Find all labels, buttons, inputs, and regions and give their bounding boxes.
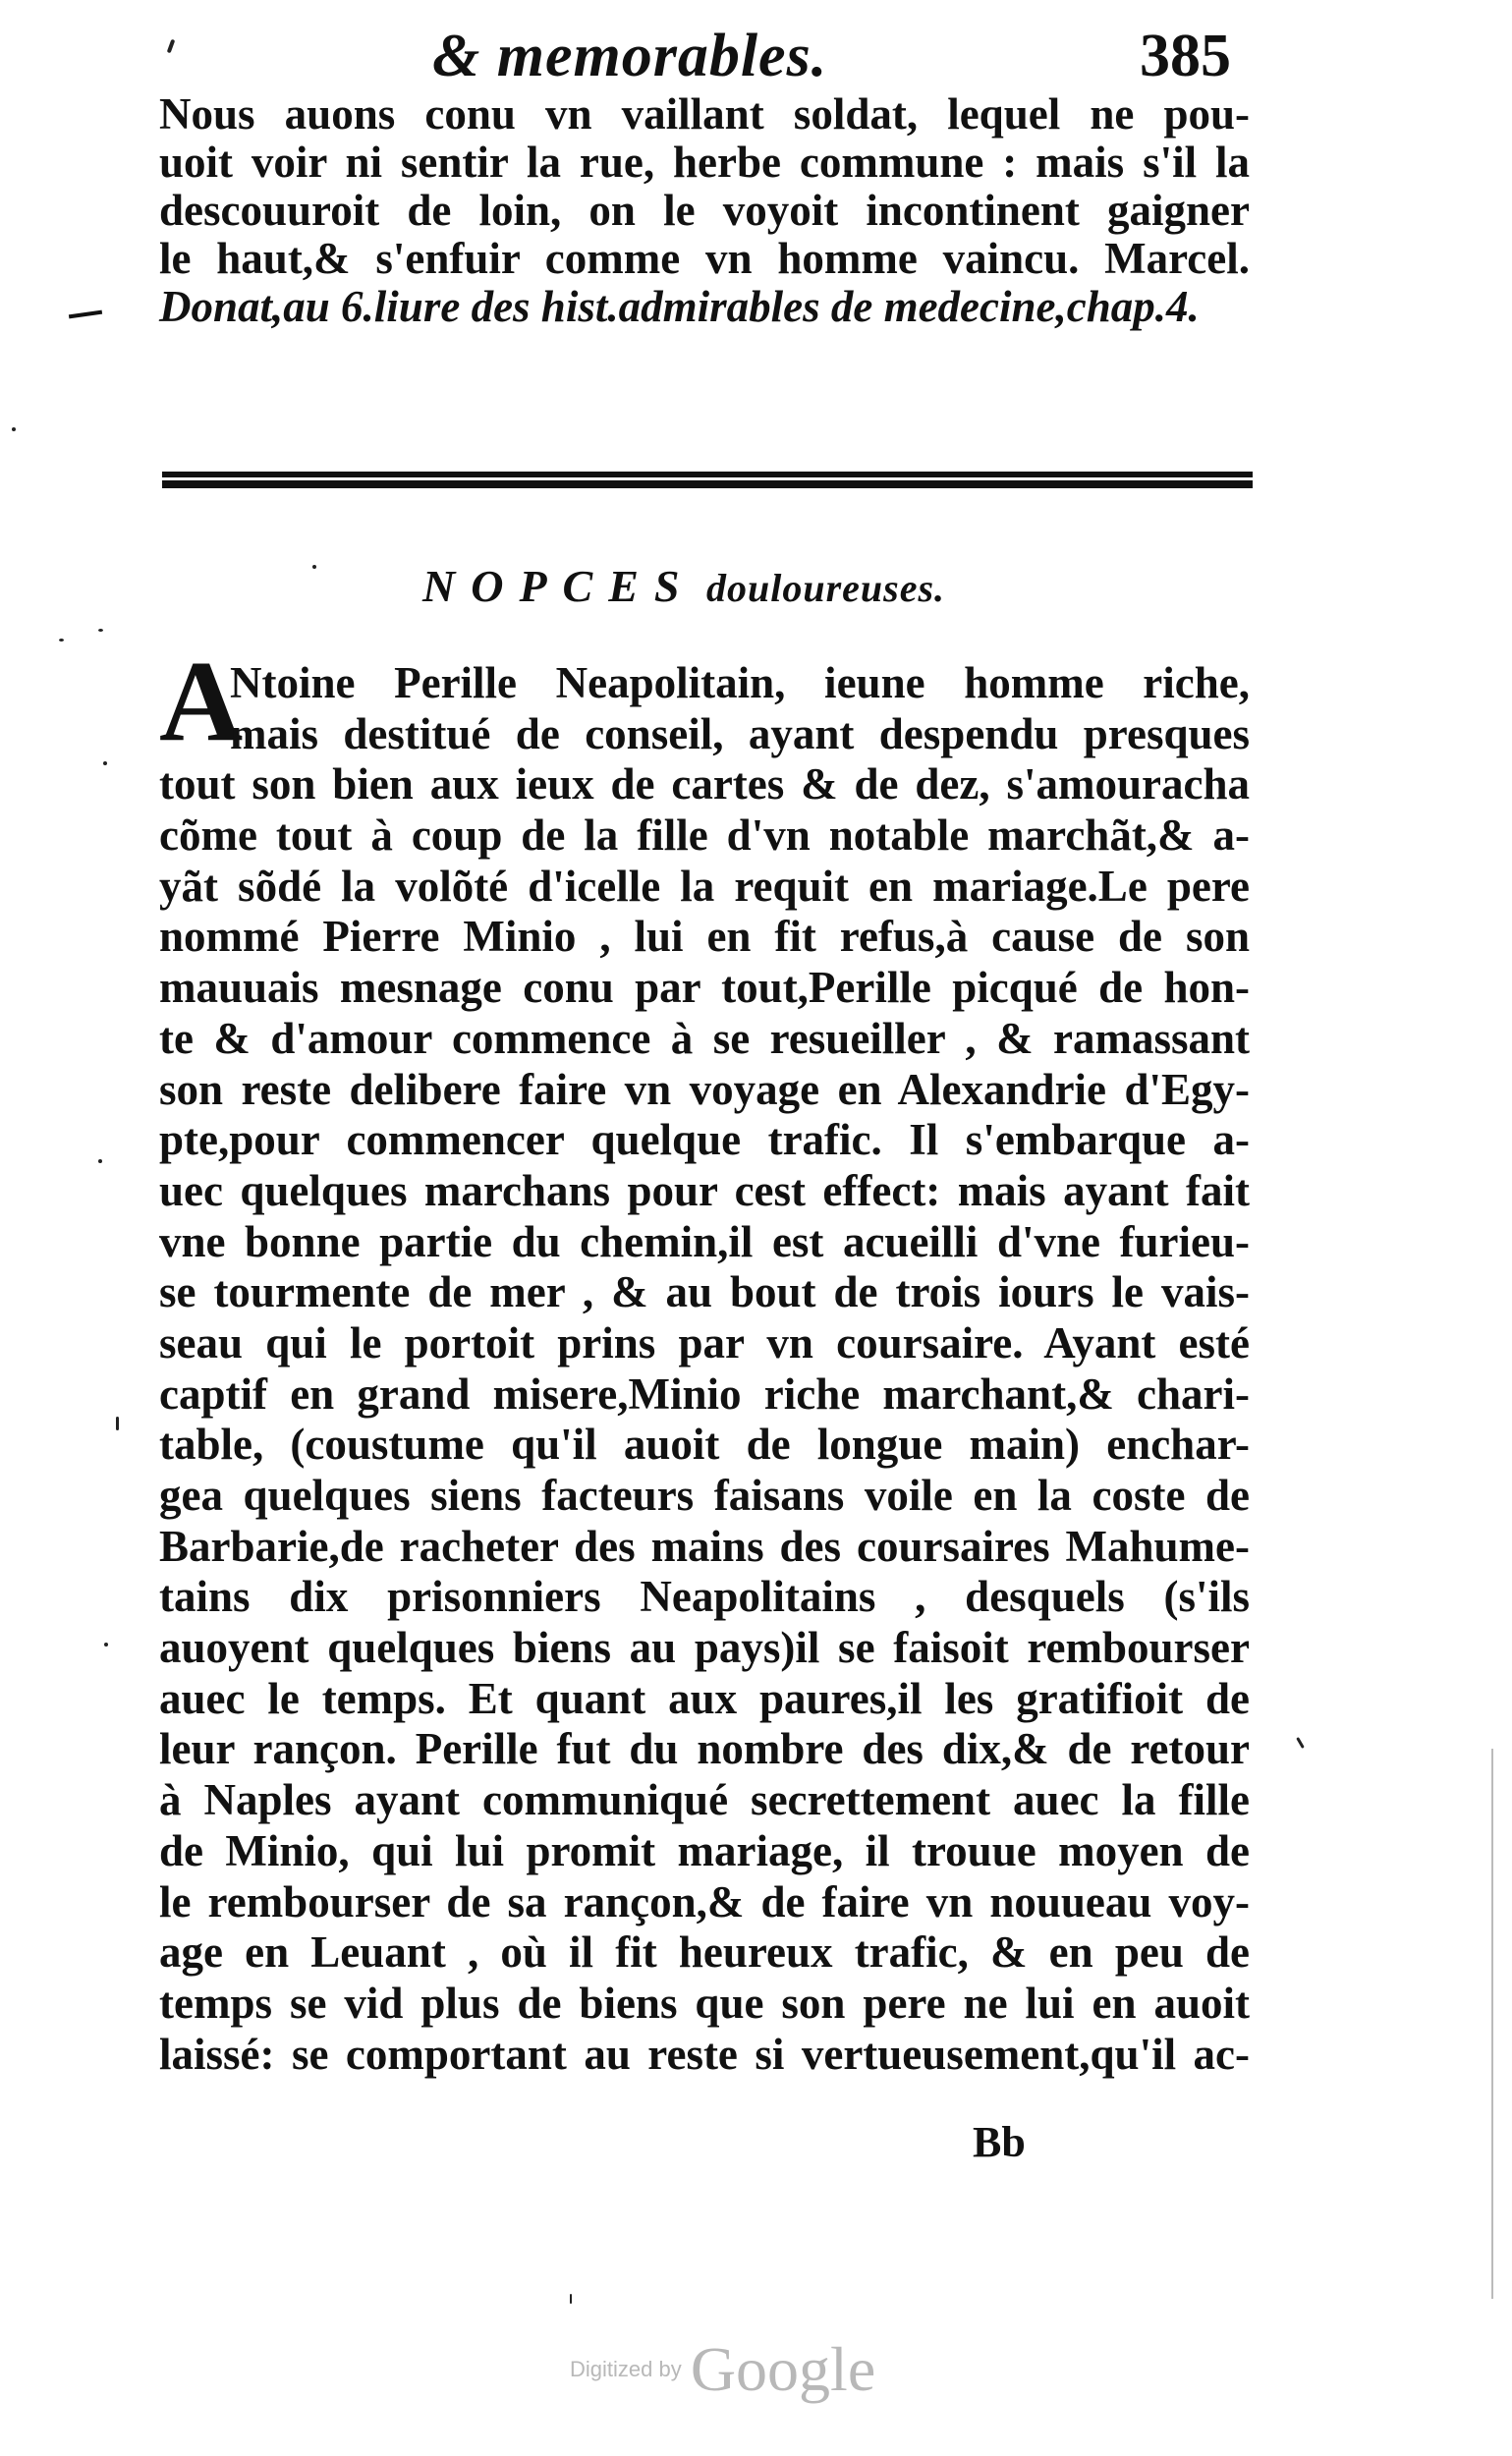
scan-edge-line: [1491, 1749, 1493, 2299]
text-line: descouuroit de loin, on le voyoit incontinent gaigner: [159, 186, 1250, 235]
margin-mark: [69, 310, 102, 319]
divider-bar: [162, 480, 1253, 488]
section-heading-caps: NOPCES: [422, 561, 696, 611]
google-logo: Google: [690, 2334, 876, 2404]
text-line: se tourmente de mer , & au bout de trois iours le vais-: [159, 1267, 1250, 1317]
previous-section-text: [159, 90, 1250, 331]
text-line: Nous auons conu vn vaillant soldat, lequel ne pou-: [159, 89, 1250, 139]
text-line: le haut,& s'enfuir comme vn homme vaincu. Marcel.: [159, 234, 1250, 283]
scan-speck: [167, 39, 176, 54]
text-line: laissé: se comportant au reste si vertueusement,qu'il ac-: [159, 2029, 1250, 2079]
text-line: gea quelques siens facteurs faisans voile en la coste de: [159, 1471, 1250, 1520]
text-line: mauuais mesnage conu par tout,Perille picqué de hon-: [159, 963, 1250, 1013]
text-line: Barbarie,de racheter des mains des coursaires Mahume-: [159, 1521, 1250, 1571]
text-line: age en Leuant , où il fit heureux trafic, & en peu de: [159, 1927, 1250, 1978]
signature-mark: Bb: [973, 2118, 1026, 2166]
running-header: & memorables.: [432, 23, 828, 89]
scan-speck: [59, 639, 64, 642]
text-line: le rembourser de sa rançon,& de faire vn nouueau voy-: [159, 1876, 1250, 1926]
text-line: te & d'amour commence à se resueiller , & ramassant: [159, 1013, 1250, 1063]
scan-speck: [104, 1643, 108, 1647]
scan-speck: [312, 565, 316, 569]
text-line: tout son bien aux ieux de cartes & de dez, s'amouracha: [159, 759, 1250, 809]
text-line: Ntoine Perille Neapolitain, ieune homme riche,: [230, 658, 1250, 707]
text-line: nommé Pierre Minio , lui en fit refus,à cause de son: [159, 912, 1250, 962]
scan-speck: [116, 1417, 119, 1430]
section-heading-rest: douloureuses.: [705, 566, 946, 610]
section-heading: [422, 560, 945, 612]
text-line: de Minio, qui lui promit mariage, il trouue moyen de: [159, 1825, 1250, 1875]
scan-speck: [12, 427, 16, 431]
scan-speck: [103, 761, 107, 765]
divider-bar: [162, 472, 1253, 477]
digitized-watermark: [570, 2333, 875, 2406]
drop-cap: A: [159, 637, 244, 765]
text-line: temps se vid plus de biens que son pere ne lui en auoit: [159, 1978, 1250, 2028]
page-number: 385: [1140, 23, 1231, 89]
text-line: seau qui le portoit prins par vn coursaire. Ayant esté: [159, 1317, 1250, 1368]
text-line: auoyent quelques biens au pays)il se faisoit rembourser: [159, 1623, 1250, 1673]
citation-line: Donat,au 6.liure des hist.admirables de medecine,chap.4.: [159, 282, 1200, 331]
scan-speck: [570, 2294, 572, 2304]
text-line: auec le temps. Et quant aux paures,il les gratifioit de: [159, 1673, 1250, 1723]
text-line: tains dix prisonniers Neapolitains , desquels (s'ils: [159, 1572, 1250, 1622]
text-line: uoit voir ni sentir la rue, herbe commune : mais s'il la: [159, 138, 1250, 187]
text-line: uec quelques marchans pour cest effect: mais ayant fait: [159, 1165, 1250, 1215]
watermark-label: Digitized by: [570, 2357, 682, 2381]
ornament-divider: [162, 472, 1253, 489]
text-line: mais destitué de conseil, ayant despendu presques: [230, 708, 1250, 758]
text-line: cõme tout à coup de la fille d'vn notable marchãt,& a-: [159, 810, 1250, 861]
scan-speck: [1296, 1737, 1305, 1749]
text-line: captif en grand misere,Minio riche marchant,& chari-: [159, 1368, 1250, 1419]
text-line: leur rançon. Perille fut du nombre des dix,& de retour: [159, 1724, 1250, 1774]
scan-speck: [98, 1159, 102, 1163]
text-line: pte,pour commencer quelque trafic. Il s'embarque a-: [159, 1115, 1250, 1165]
section-body-text: [159, 658, 1250, 2080]
text-line: vne bonne partie du chemin,il est acueilli d'vne furieu-: [159, 1216, 1250, 1266]
text-line: yãt sõdé la volõté d'icelle la requit en mariage.Le pere: [159, 861, 1250, 911]
text-line: son reste delibere faire vn voyage en Alexandrie d'Egy-: [159, 1064, 1250, 1114]
scan-speck: [98, 629, 103, 632]
text-line: à Naples ayant communiqué secrettement auec la fille: [159, 1775, 1250, 1825]
text-line: table, (coustume qu'il auoit de longue main) enchar-: [159, 1420, 1250, 1470]
